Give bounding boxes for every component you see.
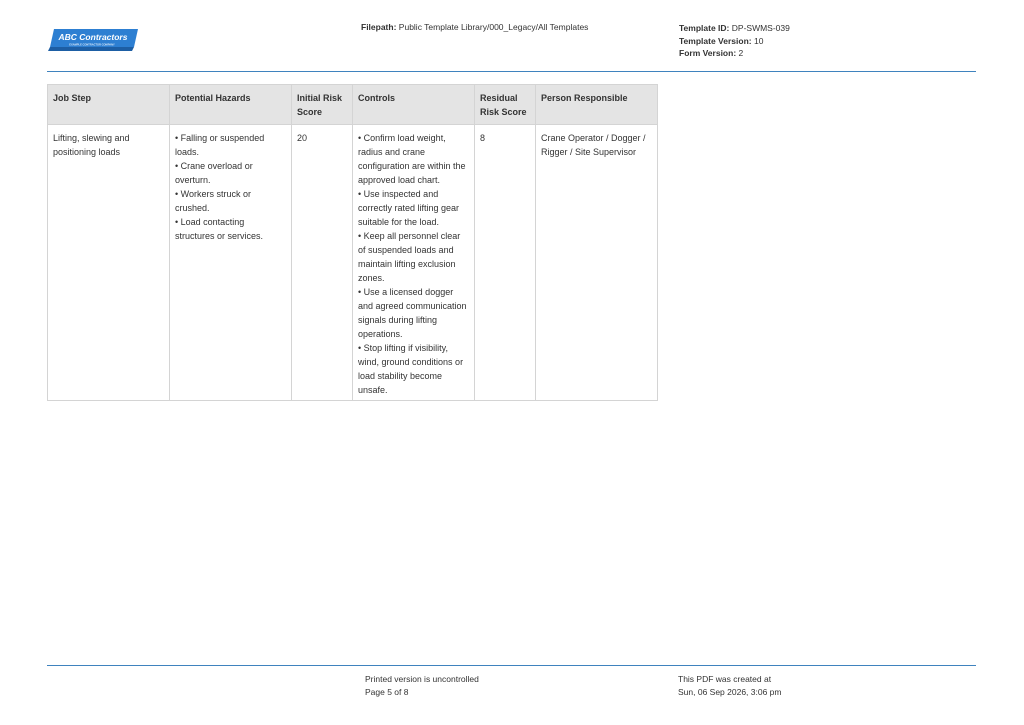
header-controls: Controls xyxy=(353,85,475,125)
header-potential-hazards: Potential Hazards xyxy=(170,85,292,125)
control-item: • Keep all personnel clear of suspended loads and maintain lifting exclusion zones. xyxy=(358,231,461,283)
control-item: • Stop lifting if visibility, wind, ground conditions or load stability become unsafe. xyxy=(358,343,464,395)
template-version-label: Template Version: xyxy=(679,35,752,46)
cell-job-step: Lifting, slewing and positioning loads xyxy=(48,125,170,401)
cell-controls xyxy=(353,125,475,401)
control-item: • Use a licensed dogger and agreed communication signals during lifting operations. xyxy=(358,287,467,339)
page-number: Page 5 of 8 xyxy=(365,687,409,697)
header-person-responsible: Person Responsible xyxy=(536,85,658,125)
template-id xyxy=(679,22,790,35)
template-version xyxy=(679,35,790,48)
swms-table xyxy=(47,84,658,401)
company-logo xyxy=(48,27,140,53)
template-info xyxy=(679,22,790,60)
uncontrolled-notice: Printed version is uncontrolled xyxy=(365,674,479,684)
table-header-row xyxy=(48,85,658,125)
control-item: • Confirm load weight, radius and crane configuration are within the approved load chart. xyxy=(358,133,466,185)
logo-tagline: EXAMPLE CONTRACTOR COMPANY xyxy=(69,43,115,47)
hazard-item: • Falling or suspended loads. xyxy=(175,133,265,157)
cell-person-responsible: Crane Operator / Dogger / Rigger / Site Supervisor xyxy=(536,125,658,401)
cell-initial-risk-score: 20 xyxy=(292,125,353,401)
cell-potential-hazards xyxy=(170,125,292,401)
cell-residual-risk-score: 8 xyxy=(475,125,536,401)
header-job-step: Job Step xyxy=(48,85,170,125)
header-divider xyxy=(47,71,976,72)
filepath xyxy=(361,22,588,32)
footer-center xyxy=(365,673,479,699)
hazard-item: • Workers struck or crushed. xyxy=(175,189,251,213)
header-residual-risk-score: Residual Risk Score xyxy=(475,85,536,125)
footer-right xyxy=(678,673,782,699)
logo-text: ABC Contractors xyxy=(58,32,128,42)
template-version-value: 10 xyxy=(753,35,764,46)
hazard-item: • Crane overload or overturn. xyxy=(175,161,253,185)
footer-divider xyxy=(47,665,976,666)
table-row xyxy=(48,125,658,401)
template-id-label: Template ID: xyxy=(679,23,730,33)
filepath-label: Filepath: xyxy=(361,22,397,32)
form-version-value: 2 xyxy=(738,48,744,58)
form-version xyxy=(679,47,790,60)
hazard-item: • Load contacting structures or services. xyxy=(175,217,264,241)
template-id-value: DP-SWMS-039 xyxy=(731,23,790,33)
created-label: This PDF was created at xyxy=(678,674,772,684)
form-version-label: Form Version: xyxy=(679,48,737,58)
control-item: • Use inspected and correctly rated lifting gear suitable for the load. xyxy=(358,189,460,227)
header-initial-risk-score: Initial Risk Score xyxy=(292,85,353,125)
created-timestamp: Sun, 06 Sep 2026, 3:06 pm xyxy=(678,687,782,697)
filepath-value: Public Template Library/000_Legacy/All Templates xyxy=(398,22,589,32)
